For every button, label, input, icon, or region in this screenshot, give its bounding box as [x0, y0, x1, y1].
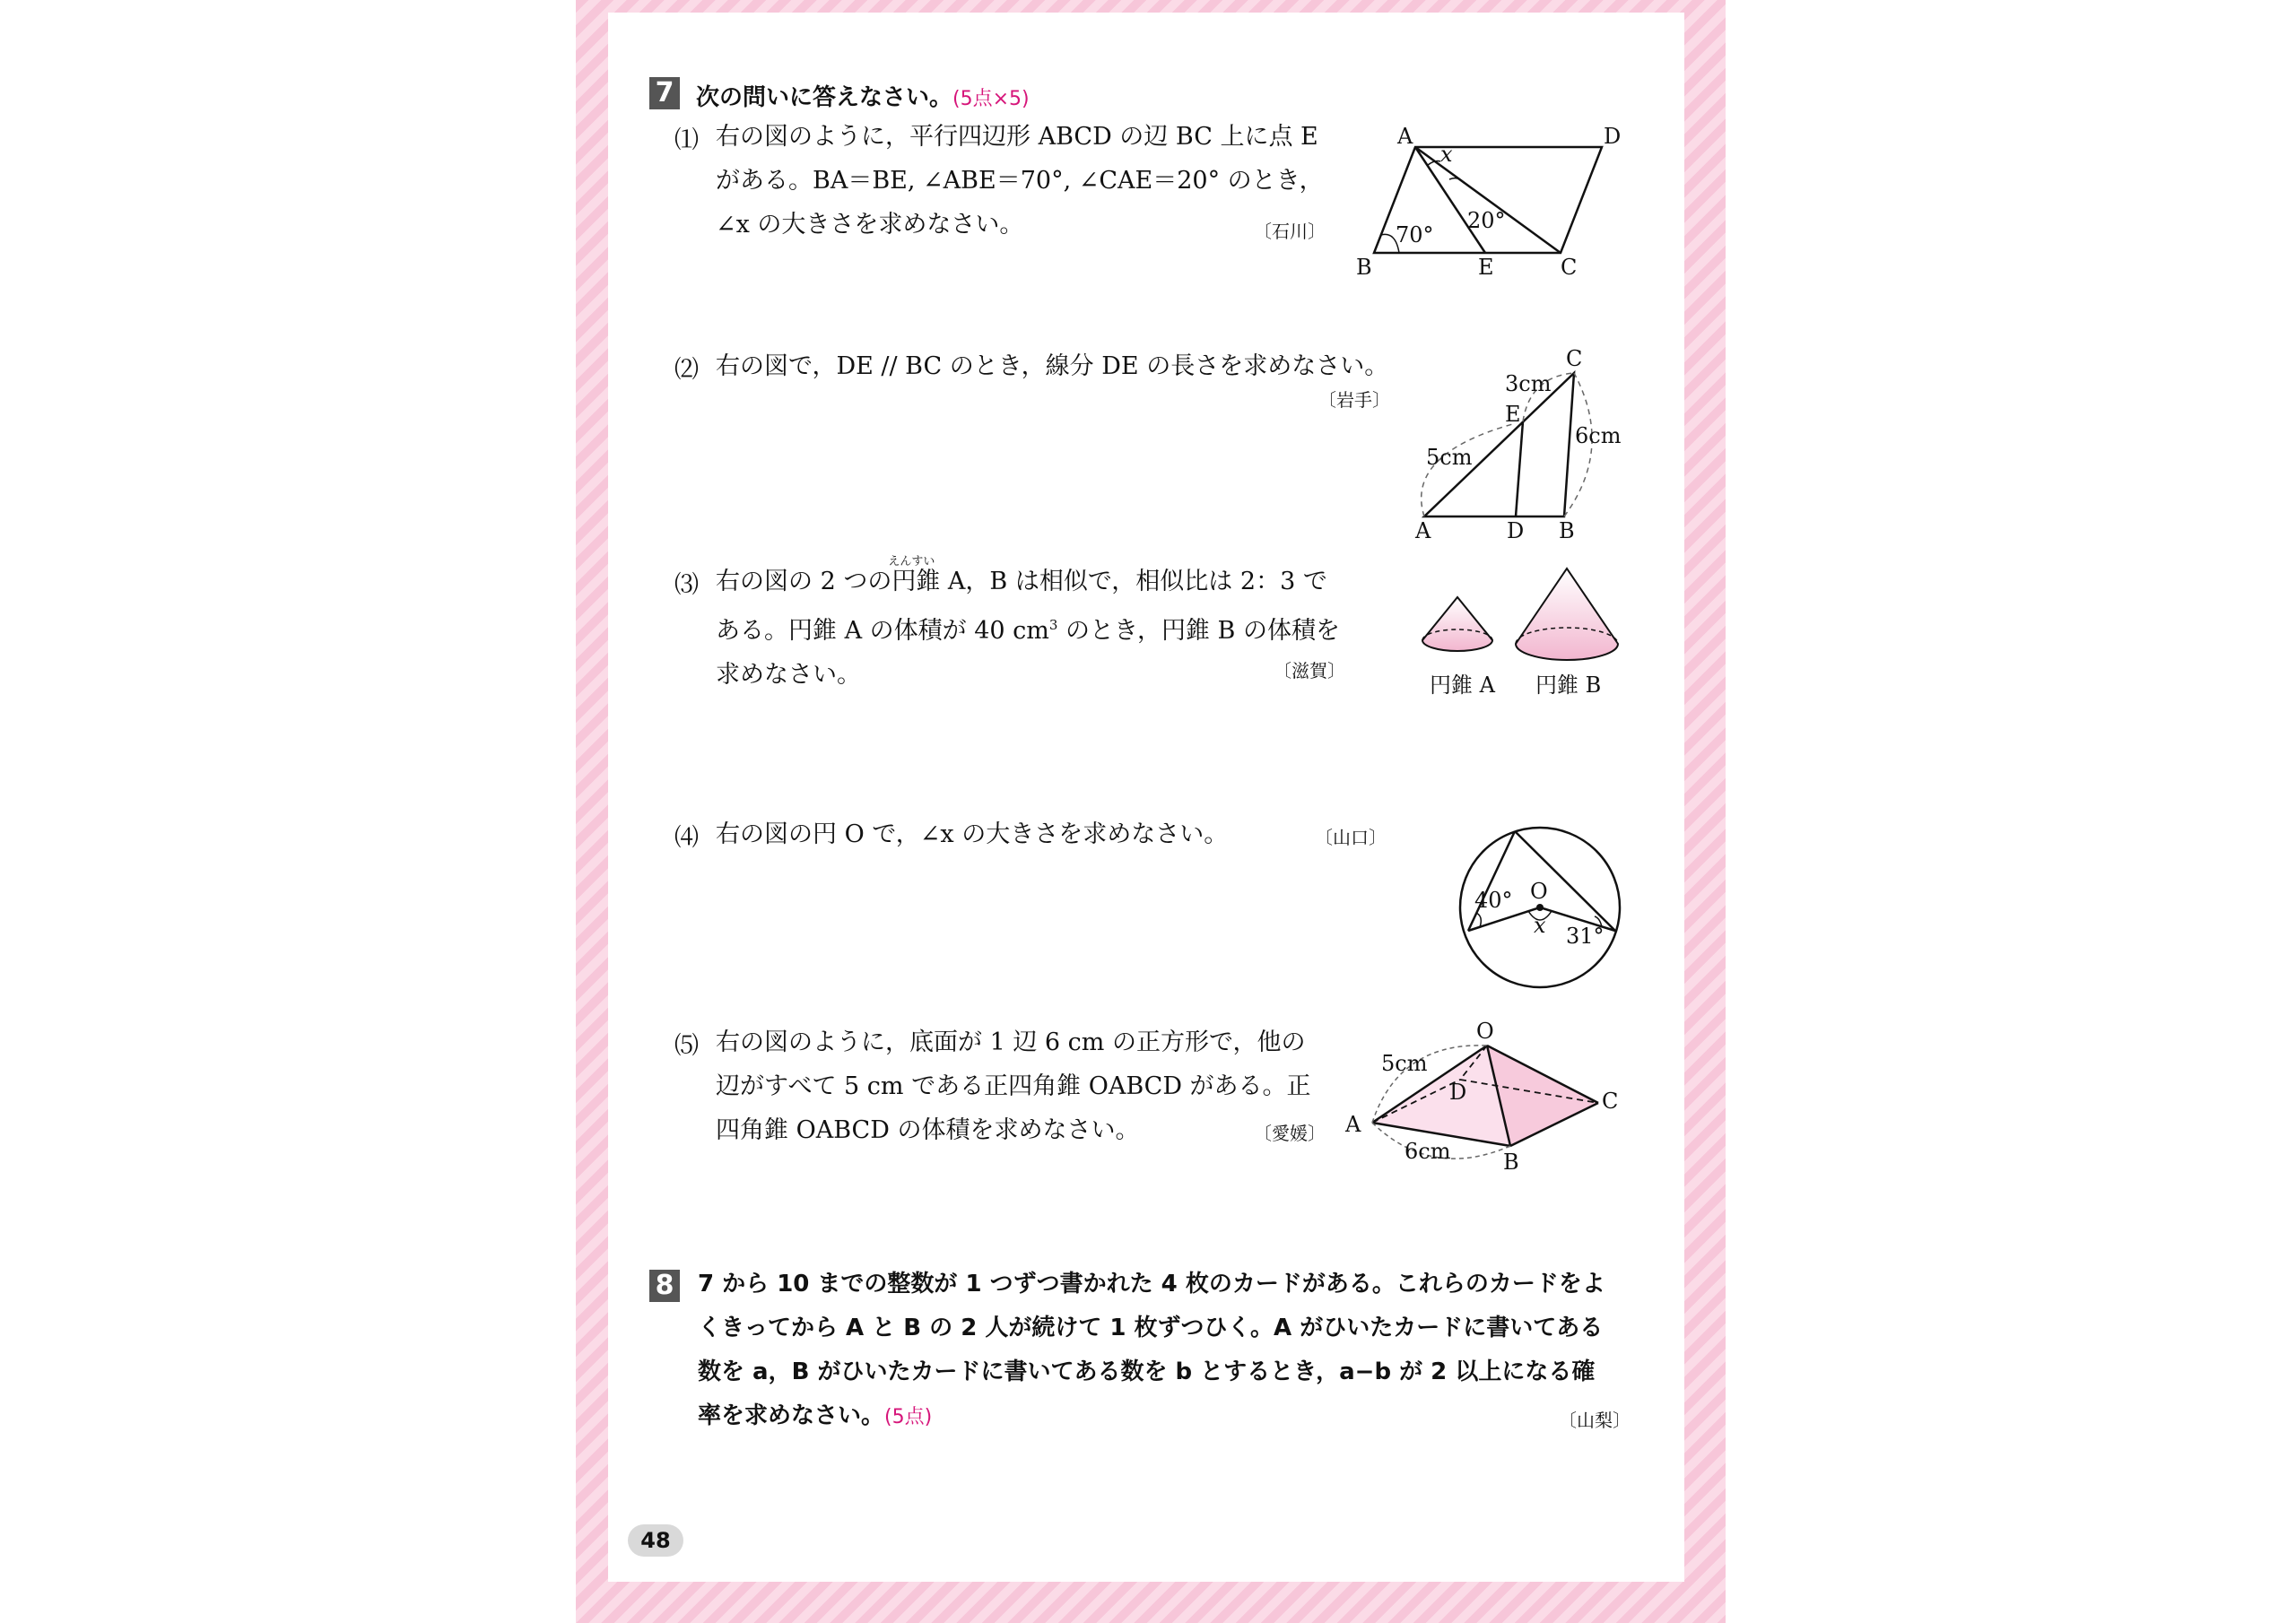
ruby-reading: えんすい	[888, 555, 935, 568]
item-5-line: 右の図のように，底面が 1 辺 6 cm の正方形で，他の	[716, 1028, 1306, 1056]
page-number: 48	[628, 1524, 683, 1557]
cone-a-label: 円錐 A	[1430, 673, 1495, 698]
label-5cm: 5cm	[1426, 445, 1473, 470]
item-3-text	[716, 555, 1340, 697]
label-B: B	[1559, 518, 1575, 543]
label-D: D	[1507, 518, 1525, 543]
label-O: O	[1530, 879, 1548, 904]
item-5-source: 〔愛媛〕	[1254, 1123, 1326, 1144]
label-C: C	[1566, 346, 1583, 371]
item-1-line: ∠x の大きさを求めなさい。	[716, 211, 1024, 239]
label-D: D	[1449, 1080, 1467, 1105]
text-part: のとき，円錐 B の体積を	[1057, 617, 1340, 645]
item-3-line: 求めなさい。	[716, 661, 861, 689]
superscript: 3	[1048, 617, 1058, 633]
q8-line: 数を a，B がひいたカードに書いてある数を b とするとき，a−b が 2 以上になる確	[698, 1358, 1596, 1385]
label-x: x	[1440, 142, 1453, 167]
label-E: E	[1478, 255, 1494, 280]
question-8-badge: 8	[649, 1270, 680, 1302]
item-4-text	[716, 812, 1228, 856]
q8-line: くきってから A と B の 2 人が続けて 1 枚ずつひく。A がひいたカードに書いてある	[698, 1315, 1604, 1341]
item-1-line: がある。BA＝BE, ∠ABE＝70°, ∠CAE＝20° のとき，	[716, 167, 1324, 195]
item-2-number: ⑵	[674, 356, 699, 384]
points-label: (5点×5)	[952, 88, 1030, 110]
text-part: 右の図の 2 つの	[716, 568, 892, 595]
label-40: 40°	[1474, 888, 1513, 913]
item-4-number: ⑷	[674, 824, 699, 852]
label-x: x	[1534, 913, 1546, 938]
ruby-base: 円錐	[891, 568, 941, 595]
item-2-text	[716, 344, 1388, 388]
item-1-source: 〔石川〕	[1254, 221, 1326, 242]
question-7-badge: 7	[649, 77, 680, 109]
label-D: D	[1604, 124, 1622, 149]
question-7-heading	[696, 79, 1030, 112]
label-20: 20°	[1467, 208, 1506, 233]
label-E: E	[1505, 402, 1521, 427]
q8-last-line: 率を求めなさい。	[698, 1402, 885, 1429]
label-A: A	[1415, 518, 1431, 543]
item-2-source: 〔岩手〕	[1318, 389, 1390, 411]
label-B: B	[1503, 1150, 1519, 1175]
label-70: 70°	[1396, 222, 1434, 247]
item-3-number: ⑶	[674, 571, 699, 599]
item-5-text	[716, 1020, 1311, 1152]
label-A: A	[1397, 124, 1413, 149]
ruby-word	[888, 555, 941, 603]
item-3-source: 〔滋賀〕	[1274, 660, 1345, 681]
label-31: 31°	[1566, 924, 1605, 949]
question-8-text	[698, 1263, 1605, 1439]
item-1-line: 右の図のように，平行四辺形 ABCD の辺 BC 上に点 E	[716, 123, 1318, 151]
q8-line	[698, 1394, 1605, 1439]
q8-line: 7 から 10 までの整数が 1 つずつ書かれた 4 枚のカードがある。これらのカードをよ	[698, 1271, 1605, 1298]
item-3-line	[716, 603, 1340, 653]
item-2-line: 右の図で，DE // BC のとき，線分 DE の長さを求めなさい。	[716, 352, 1389, 380]
label-5cm: 5cm	[1381, 1051, 1428, 1076]
q8-source: 〔山梨〕	[1559, 1410, 1631, 1431]
label-C: C	[1602, 1089, 1619, 1114]
heading-text: 次の問いに答えなさい。	[696, 84, 953, 111]
label-B: B	[1356, 255, 1372, 280]
cone-b-label: 円錐 B	[1535, 673, 1602, 698]
item-4-source: 〔山口〕	[1315, 827, 1387, 848]
item-5-line: 四角錐 OABCD の体積を求めなさい。	[716, 1116, 1140, 1144]
text-part: ある。円錐 A の体積が 40 cm	[716, 617, 1049, 645]
item-5-line: 辺がすべて 5 cm である正四角錐 OABCD がある。正	[716, 1072, 1311, 1100]
label-6cm: 6cm	[1405, 1139, 1451, 1164]
item-1-number: ⑴	[674, 126, 699, 154]
item-3-line	[716, 555, 1340, 603]
text-part: A，B は相似で，相似比は 2：3 で	[940, 568, 1327, 595]
item-5-number: ⑸	[674, 1032, 699, 1060]
label-O: O	[1476, 1019, 1494, 1044]
label-C: C	[1561, 255, 1578, 280]
item-1-text	[716, 115, 1324, 247]
item-4-line: 右の図の円 O で，∠x の大きさを求めなさい。	[716, 820, 1229, 848]
label-A: A	[1345, 1112, 1361, 1137]
label-6cm: 6cm	[1575, 423, 1622, 448]
q8-points: (5点)	[884, 1406, 933, 1428]
label-3cm: 3cm	[1505, 371, 1552, 396]
